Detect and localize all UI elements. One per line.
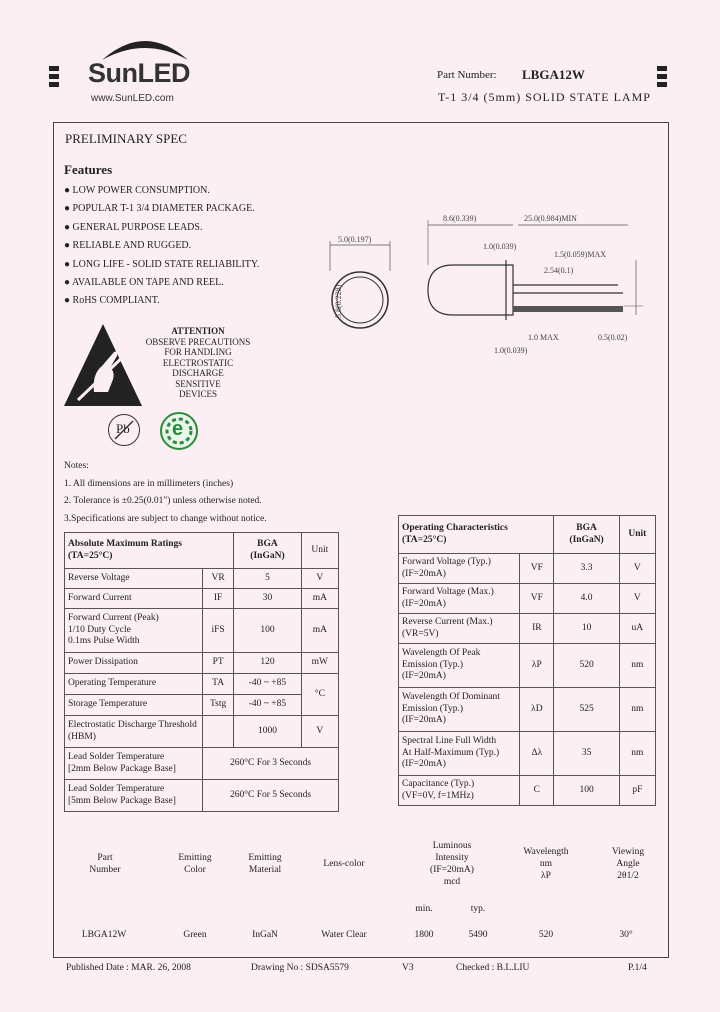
table-cell: V bbox=[301, 716, 338, 748]
table-cell: 520 bbox=[554, 644, 619, 688]
published-date: Published Date : MAR. 26, 2008 bbox=[66, 963, 191, 973]
table-cell: 30 bbox=[234, 589, 301, 609]
dim-label: 0.5(0.02) bbox=[598, 333, 628, 342]
attention-title: ATTENTION bbox=[171, 326, 225, 336]
table-cell: 1000 bbox=[234, 716, 301, 748]
dim-label: 5.0(0.197) bbox=[338, 235, 372, 244]
table-cell: 3.3 bbox=[554, 554, 619, 584]
rohs-e-badge bbox=[160, 412, 198, 450]
attention-text bbox=[123, 326, 273, 400]
footer-divider bbox=[53, 957, 669, 958]
table-cell: VF bbox=[520, 554, 554, 584]
table-cell: 5 bbox=[234, 569, 301, 589]
pb-icon: Pb bbox=[116, 421, 130, 436]
table-cell: VF bbox=[520, 584, 554, 614]
table-cell: Electrostatic Discharge Threshold (HBM) bbox=[65, 716, 203, 748]
logo-bars-right bbox=[657, 66, 667, 90]
brand-logo: SunLED bbox=[88, 58, 190, 88]
subtitle: T-1 3/4 (5mm) SOLID STATE LAMP bbox=[438, 90, 651, 104]
table-cell: λD bbox=[520, 688, 554, 732]
table-cell: PT bbox=[203, 653, 234, 674]
table-cell: iFS bbox=[203, 609, 234, 653]
attention-line: FOR HANDLING bbox=[164, 347, 232, 357]
table-cell: Δλ bbox=[520, 732, 554, 776]
table-cell: Reverse Current (Max.) (VR=5V) bbox=[399, 614, 520, 644]
table-header: BGA bbox=[576, 523, 597, 533]
table-header: Unit bbox=[619, 516, 655, 554]
product-header-material: Emitting Material bbox=[248, 853, 282, 875]
table-header: Operating Characteristics bbox=[402, 523, 508, 533]
table-cell: λP bbox=[520, 644, 554, 688]
e-icon: e bbox=[172, 418, 184, 440]
dim-label: 8.6(0.339) bbox=[443, 214, 477, 223]
version: V3 bbox=[402, 963, 414, 973]
table-cell: VR bbox=[203, 569, 234, 589]
table-header: (InGaN) bbox=[569, 534, 604, 545]
table-cell: 100 bbox=[234, 609, 301, 653]
table-cell: Wavelength Of Peak Emission (Typ.) (IF=20mA) bbox=[399, 644, 520, 688]
checked-by: Checked : B.L.LIU bbox=[456, 963, 530, 973]
product-cell: InGaN bbox=[252, 930, 278, 940]
pb-free-badge bbox=[108, 414, 140, 446]
table-header: (TA=25°C) bbox=[68, 550, 113, 561]
list-item: ● RELIABLE AND RUGGED. bbox=[64, 240, 192, 252]
table-cell: V bbox=[301, 569, 338, 589]
package-drawing bbox=[318, 205, 658, 355]
table-cell: IF bbox=[203, 589, 234, 609]
table-header: Unit bbox=[301, 533, 338, 569]
table-cell: -40 ~ +85 bbox=[234, 695, 301, 716]
table-cell: 120 bbox=[234, 653, 301, 674]
features-list bbox=[64, 182, 259, 311]
page-number: P.1/4 bbox=[628, 963, 647, 973]
absolute-max-ratings-table bbox=[64, 532, 339, 812]
table-cell: IR bbox=[520, 614, 554, 644]
product-sub-min: min. bbox=[415, 904, 433, 914]
list-item: ● RoHS COMPLIANT. bbox=[64, 295, 160, 307]
table-cell: Storage Temperature bbox=[65, 695, 203, 716]
table-header: (TA=25°C) bbox=[402, 534, 447, 545]
table-cell: Forward Voltage (Max.) (IF=20mA) bbox=[399, 584, 520, 614]
product-cell: 520 bbox=[538, 930, 554, 940]
table-cell: pF bbox=[619, 776, 655, 806]
features-heading: Features bbox=[64, 162, 113, 177]
table-cell: 260°C For 5 Seconds bbox=[203, 780, 339, 812]
table-cell: mA bbox=[301, 609, 338, 653]
table-cell: nm bbox=[619, 644, 655, 688]
list-item: ● AVAILABLE ON TAPE AND REEL. bbox=[64, 276, 224, 288]
table-cell: V bbox=[619, 584, 655, 614]
product-cell: Water Clear bbox=[321, 930, 367, 940]
attention-line: OBSERVE PRECAUTIONS bbox=[145, 336, 251, 347]
table-cell: Lead Solder Temperature [5mm Below Package Base] bbox=[65, 780, 203, 812]
dim-label: 1.5(0.059)MAX bbox=[554, 250, 606, 259]
table-cell: Lead Solder Temperature [2mm Below Package Base] bbox=[65, 748, 203, 780]
table-cell: Spectral Line Full Width At Half-Maximum (Typ.) (IF=20mA) bbox=[399, 732, 520, 776]
table-cell: Wavelength Of Dominant Emission (Typ.) (IF=20mA) bbox=[399, 688, 520, 732]
note-item: 2. Tolerance is ±0.25(0.01") unless otherwise noted. bbox=[64, 496, 262, 506]
product-header-lens: Lens-color bbox=[323, 859, 365, 869]
table-header: (InGaN) bbox=[250, 550, 285, 561]
product-header-part: Part Number bbox=[89, 853, 121, 875]
dim-label: 1.0(0.039) bbox=[494, 346, 528, 355]
logo-bars-left bbox=[49, 66, 59, 90]
table-cell: nm bbox=[619, 732, 655, 776]
product-header-wavelength: Wavelength nm λP bbox=[523, 847, 569, 881]
table-cell: V bbox=[619, 554, 655, 584]
table-cell: Reverse Voltage bbox=[65, 569, 203, 589]
dim-label: 25.0(0.984)MIN bbox=[524, 214, 577, 223]
website: www.SunLED.com bbox=[91, 93, 174, 104]
product-cell: 1800 bbox=[414, 930, 434, 940]
table-cell: Operating Temperature bbox=[65, 674, 203, 695]
dim-label: 2.54(0.1) bbox=[544, 266, 574, 275]
table-cell: Forward Current (Peak) 1/10 Duty Cycle 0.1ms Pulse Width bbox=[65, 609, 203, 653]
table-cell: 35 bbox=[554, 732, 619, 776]
table-cell: -40 ~ +85 bbox=[234, 674, 301, 695]
table-cell: 4.0 bbox=[554, 584, 619, 614]
attention-line: SENSITIVE bbox=[175, 378, 221, 389]
attention-line: ELECTROSTATIC bbox=[162, 357, 234, 368]
table-cell: 10 bbox=[554, 614, 619, 644]
attention-line: DEVICES bbox=[179, 389, 217, 399]
table-cell: 525 bbox=[554, 688, 619, 732]
table-header: BGA bbox=[257, 539, 278, 549]
table-cell: Forward Current bbox=[65, 589, 203, 609]
table-cell: mA bbox=[301, 589, 338, 609]
dim-label: 1.0(0.039) bbox=[483, 242, 517, 251]
table-cell: Power Dissipation bbox=[65, 653, 203, 674]
table-cell: mW bbox=[301, 653, 338, 674]
list-item: ● GENERAL PURPOSE LEADS. bbox=[64, 221, 203, 233]
table-header: Absolute Maximum Ratings bbox=[68, 539, 183, 549]
table-cell: C bbox=[520, 776, 554, 806]
product-sub-typ: typ. bbox=[470, 904, 486, 914]
table-cell: 260°C For 3 Seconds bbox=[203, 748, 339, 780]
list-item: ● LONG LIFE - SOLID STATE RELIABILITY. bbox=[64, 258, 260, 270]
table-cell: °C bbox=[301, 674, 338, 716]
notes-title: Notes: bbox=[64, 461, 89, 471]
note-item: 3.Specifications are subject to change without notice. bbox=[64, 513, 267, 524]
product-header-color: Emitting Color bbox=[178, 853, 212, 875]
dim-label: 1.0 MAX bbox=[528, 333, 559, 342]
spec-title: PRELIMINARY SPEC bbox=[65, 131, 187, 146]
product-header-intensity: Luminous Intensity (IF=20mA) mcd bbox=[430, 841, 474, 887]
table-cell: nm bbox=[619, 688, 655, 732]
dim-label: 5.8(0.228) bbox=[334, 284, 343, 318]
drawing-number: Drawing No : SDSA5579 bbox=[251, 963, 349, 973]
list-item: ● POPULAR T-1 3/4 DIAMETER PACKAGE. bbox=[64, 203, 255, 215]
note-item: 1. All dimensions are in millimeters (inches) bbox=[64, 478, 234, 489]
operating-characteristics-table bbox=[398, 515, 656, 806]
part-number-label: Part Number: bbox=[437, 69, 497, 81]
list-item: ● LOW POWER CONSUMPTION. bbox=[64, 185, 210, 196]
part-number: LBGA12W bbox=[522, 67, 585, 82]
table-cell: Tstg bbox=[203, 695, 234, 716]
product-header-angle: Viewing Angle 2θ1/2 bbox=[611, 847, 645, 881]
table-cell: 100 bbox=[554, 776, 619, 806]
table-cell: Forward Voltage (Typ.) (IF=20mA) bbox=[399, 554, 520, 584]
notes bbox=[64, 458, 267, 528]
table-cell: Capacitance (Typ.) (VF=0V, f=1MHz) bbox=[399, 776, 520, 806]
table-cell: TA bbox=[203, 674, 234, 695]
product-cell: 30° bbox=[619, 930, 633, 940]
product-cell: 5490 bbox=[468, 930, 488, 940]
table-cell bbox=[203, 716, 234, 748]
attention-line: DISCHARGE bbox=[172, 368, 224, 378]
product-cell: LBGA12W bbox=[81, 930, 127, 940]
table-cell: uA bbox=[619, 614, 655, 644]
product-cell: Green bbox=[183, 930, 207, 940]
